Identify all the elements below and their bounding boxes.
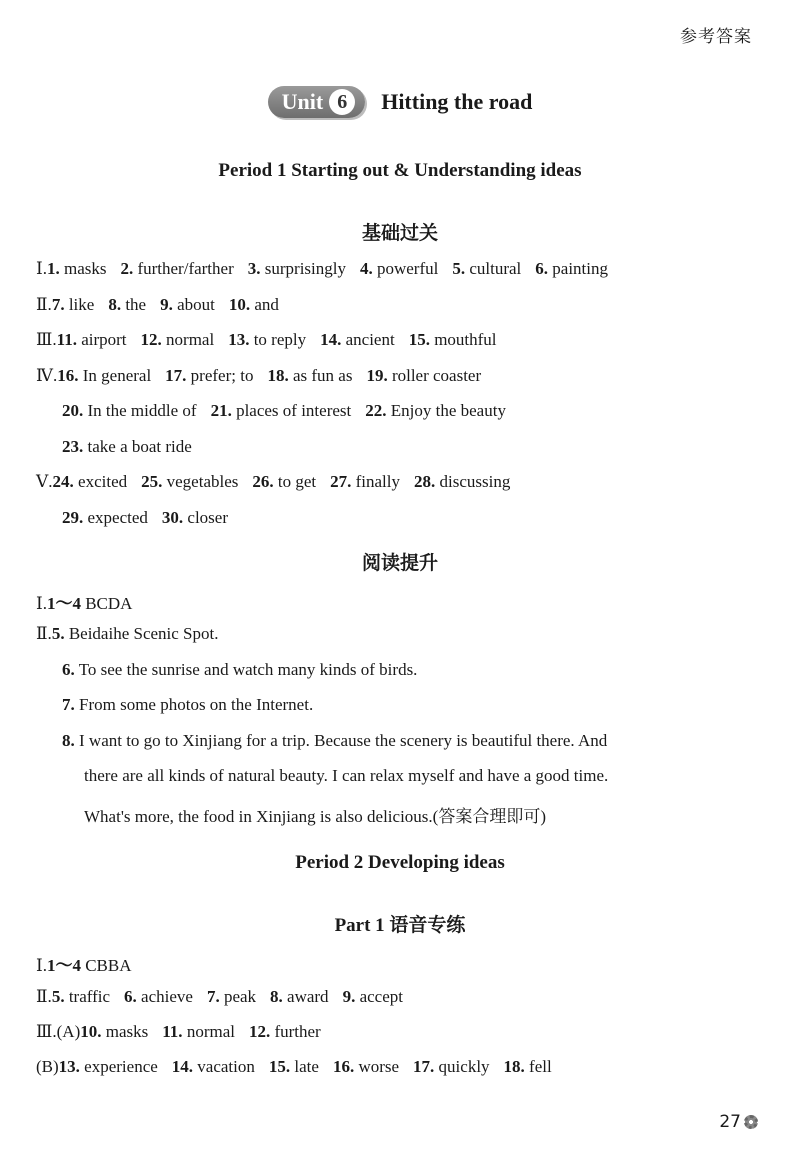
answer-text: discussing (435, 472, 511, 491)
reading-line (62, 695, 313, 715)
roman-numeral: Ⅱ. (36, 624, 52, 643)
answer-item (52, 295, 95, 314)
roman-numeral: Ⅱ. (36, 295, 52, 314)
answer-line (36, 472, 524, 492)
answer-number: 29. (62, 508, 84, 527)
answer-text: like (64, 295, 95, 314)
answer-number: 26. (252, 472, 274, 491)
answer-item (366, 366, 481, 385)
answer-item (360, 259, 438, 278)
answer-text: roller coaster (387, 366, 482, 385)
answer-number: 7. (62, 695, 75, 714)
answer-text: fell (524, 1057, 552, 1076)
answer-text: places of interest (231, 401, 352, 420)
answer-line (36, 1057, 566, 1077)
answer-line (36, 259, 622, 279)
answer-number: 14. (320, 330, 342, 349)
answer-text: achieve (136, 987, 193, 1006)
answer-item (228, 330, 306, 349)
answer-number: 15. (268, 1057, 291, 1076)
answer-number: 10. (228, 295, 251, 314)
answer-number: 12. (140, 330, 162, 349)
answer-number: 8. (270, 987, 283, 1006)
answer-number: 7. (206, 987, 220, 1006)
answer-text: masks (59, 259, 107, 278)
roman-numeral: Ⅴ. (36, 472, 53, 491)
section-basic-title: 基础过关 (361, 222, 438, 244)
answer-item (57, 330, 127, 349)
answer-item (333, 1057, 399, 1076)
section-reading-title: 阅读提升 (361, 552, 438, 574)
reading-line (84, 802, 546, 827)
part1-title: Part 1 语音专练 (334, 915, 466, 936)
answer-line (62, 437, 206, 457)
answer-text: In the middle of (83, 401, 197, 420)
answer-text: award (282, 987, 329, 1006)
answer-number: 27. (330, 472, 352, 491)
answer-text: traffic (64, 987, 111, 1006)
answer-number: 5. (452, 259, 466, 278)
roman-numeral: Ⅰ. (36, 259, 47, 278)
answer-text: masks (101, 1022, 149, 1041)
answer-item (535, 259, 608, 278)
answer-text: and (250, 295, 279, 314)
answer-item (269, 1057, 319, 1076)
answer-text: cultural (465, 259, 522, 278)
answer-number: 9. (160, 295, 173, 314)
reading-line (36, 624, 218, 644)
answer-line (36, 1022, 335, 1042)
answer-item (452, 259, 521, 278)
answer-text: Beidaihe Scenic Spot. (64, 624, 219, 643)
answer-text: about (172, 295, 215, 314)
answer-text: as fun as (288, 366, 353, 385)
header-answer-label: 参考答案 (680, 27, 752, 47)
gear-icon (744, 1115, 758, 1129)
answer-item (248, 259, 346, 278)
answer-item (165, 366, 253, 385)
period2-title: Period 2 Developing ideas (295, 852, 505, 873)
answer-text: vegetables (162, 472, 239, 491)
answer-text: to reply (249, 330, 307, 349)
unit-name: Hitting the road (381, 89, 533, 114)
answer-text: vacation (193, 1057, 255, 1076)
answer-text: mouthful (429, 330, 497, 349)
answer-number: 18. (503, 1057, 525, 1076)
unit-badge-text: Unit (281, 89, 324, 114)
answer-item (504, 1057, 552, 1076)
answer-text: excited (73, 472, 128, 491)
answer-line (36, 951, 146, 976)
answer-item (172, 1057, 255, 1076)
answer-text: BCDA (80, 594, 133, 613)
answer-item (47, 956, 132, 975)
answer-number: 9. (342, 987, 356, 1006)
answer-text: further (270, 1022, 321, 1041)
reading-line (62, 731, 607, 751)
answer-item (124, 987, 193, 1006)
answer-text: airport (76, 330, 127, 349)
answer-line (36, 330, 511, 350)
roman-numeral: Ⅰ. (36, 594, 47, 613)
answer-number: 5. (51, 624, 65, 643)
answer-item (330, 472, 400, 491)
answer-text: What's more, the food in Xinjiang is also delicious.(答案合理即可) (84, 807, 546, 826)
unit-title (0, 86, 800, 118)
answer-number: 7. (51, 295, 65, 314)
answer-number: 6. (535, 259, 549, 278)
answer-item (59, 1057, 158, 1076)
answer-number: 2. (120, 259, 134, 278)
roman-numeral: Ⅲ.(A) (36, 1022, 81, 1041)
answer-item (229, 295, 279, 314)
answer-line (36, 295, 293, 315)
answer-number: 30. (161, 508, 184, 527)
answer-item (162, 1022, 235, 1041)
answer-text: quickly (434, 1057, 490, 1076)
answer-text: painting (548, 259, 608, 278)
answer-text: To see the sunrise and watch many kinds of birds. (74, 660, 418, 679)
answer-text: late (290, 1057, 319, 1076)
answer-number: 24. (52, 472, 74, 491)
answer-item (80, 1022, 148, 1041)
unit-badge (268, 86, 366, 118)
answer-number: 8. (62, 731, 75, 750)
answer-number: 1. (46, 259, 60, 278)
answer-text: worse (354, 1057, 400, 1076)
answer-number: 21. (210, 401, 232, 420)
answer-line (62, 508, 242, 528)
answer-text: to get (273, 472, 317, 491)
answer-number: 25. (141, 472, 163, 491)
roman-numeral: Ⅰ. (36, 956, 47, 975)
answer-number: 5. (51, 987, 65, 1006)
answer-text: ancient (341, 330, 395, 349)
page-number (719, 1112, 758, 1132)
answer-item (270, 987, 329, 1006)
answer-item (343, 987, 403, 1006)
answer-text: Enjoy the beauty (386, 401, 506, 420)
answer-item (160, 295, 215, 314)
answer-text: I want to go to Xinjiang for a trip. Because the scenery is beautiful there. And (74, 731, 608, 750)
answer-number: 22. (365, 401, 387, 420)
answer-number: 3. (247, 259, 261, 278)
answer-number: 4. (359, 259, 373, 278)
answer-item (252, 472, 316, 491)
answer-number: 6. (62, 660, 75, 679)
answer-number: 8. (108, 295, 122, 314)
reading-line (62, 660, 417, 680)
answer-item (62, 508, 148, 527)
answer-text: normal (161, 330, 215, 349)
answer-item (47, 259, 107, 278)
answer-number: 20. (62, 401, 84, 420)
answer-text: powerful (372, 259, 439, 278)
answer-number: 28. (414, 472, 436, 491)
answer-number: 15. (408, 330, 430, 349)
answer-number: 10. (80, 1022, 102, 1041)
answer-line (62, 401, 520, 421)
answer-item (62, 437, 192, 456)
answer-text: In general (78, 366, 152, 385)
answer-item (62, 401, 197, 420)
roman-numeral: Ⅳ. (36, 366, 58, 385)
answer-item (141, 472, 238, 491)
answer-text: the (121, 295, 147, 314)
answer-text: CBBA (80, 956, 132, 975)
answer-text: From some photos on the Internet. (74, 695, 314, 714)
answer-text: accept (355, 987, 403, 1006)
page-number-text: 27 (719, 1112, 741, 1132)
reading-line (36, 589, 132, 614)
answer-text: peak (219, 987, 257, 1006)
answer-item (52, 987, 110, 1006)
answer-item (141, 330, 215, 349)
roman-numeral: Ⅲ. (36, 330, 57, 349)
answer-number: 16. (332, 1057, 355, 1076)
answer-item (57, 366, 151, 385)
answer-text: finally (351, 472, 401, 491)
answer-text: prefer; to (186, 366, 254, 385)
answer-text: take a boat ride (83, 437, 192, 456)
answer-text: further/farther (133, 259, 234, 278)
roman-numeral: (B) (36, 1057, 59, 1076)
answer-number: 23. (62, 437, 84, 456)
answer-number: 1～4 (46, 594, 81, 613)
period1-title: Period 1 Starting out & Understanding ideas (218, 160, 582, 181)
answer-item (409, 330, 497, 349)
answer-text: expected (83, 508, 148, 527)
answer-line (36, 366, 495, 386)
answer-item (267, 366, 352, 385)
reading-line (84, 766, 608, 786)
answer-item (108, 295, 146, 314)
answer-number: 16. (57, 366, 79, 385)
answer-item (365, 401, 506, 420)
answer-number: 17. (413, 1057, 435, 1076)
answer-text: closer (183, 508, 228, 527)
answer-number: 11. (56, 330, 77, 349)
unit-number: 6 (329, 89, 355, 115)
answer-text: experience (79, 1057, 158, 1076)
answer-number: 18. (267, 366, 289, 385)
answer-item (120, 259, 233, 278)
answer-item (211, 401, 352, 420)
answer-item (413, 1057, 490, 1076)
answer-number: 11. (162, 1022, 183, 1041)
answer-number: 19. (366, 366, 388, 385)
answer-number: 14. (171, 1057, 194, 1076)
answer-text: surprisingly (260, 259, 346, 278)
answer-item (320, 330, 395, 349)
answer-number: 17. (165, 366, 187, 385)
answer-number: 6. (124, 987, 137, 1006)
answer-number: 13. (228, 330, 250, 349)
answer-line (36, 987, 417, 1007)
answer-number: 12. (248, 1022, 271, 1041)
roman-numeral: Ⅱ. (36, 987, 52, 1006)
answer-number: 13. (58, 1057, 80, 1076)
answer-number: 1～4 (46, 956, 81, 975)
answer-text: normal (182, 1022, 235, 1041)
answer-item (162, 508, 228, 527)
answer-item (53, 472, 128, 491)
answer-item (249, 1022, 321, 1041)
answer-item (207, 987, 256, 1006)
answer-text: there are all kinds of natural beauty. I can relax myself and have a good time. (84, 766, 609, 785)
answer-item (414, 472, 510, 491)
